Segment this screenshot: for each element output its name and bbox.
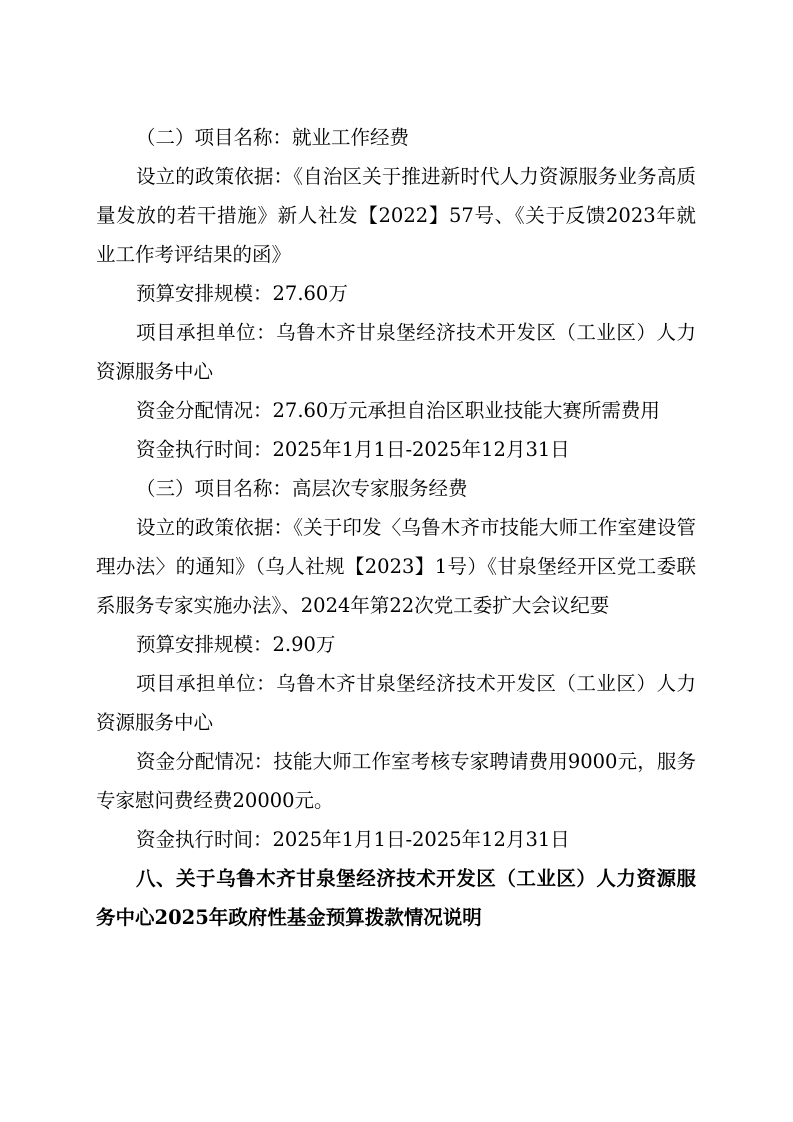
project-2-undertaking-unit: 项目承担单位：乌鲁木齐甘泉堡经济技术开发区（工业区）人力资源服务中心 bbox=[96, 321, 696, 383]
project-2-fund-allocation: 资金分配情况：27.60万元承担自治区职业技能大赛所需费用 bbox=[136, 399, 660, 422]
project-2-policy-basis: 设立的政策依据：《自治区关于推进新时代人力资源服务业务高质量发放的若干措施》新人社发【2022】57号、《关于反馈2023年就业工作考评结果的函》 bbox=[96, 165, 696, 266]
project-3-undertaking-unit: 项目承担单位：乌鲁木齐甘泉堡经济技术开发区（工业区）人力资源服务中心 bbox=[96, 672, 696, 734]
project-2-execution-time: 资金执行时间：2025年1月1日-2025年12月31日 bbox=[136, 438, 570, 461]
document-body bbox=[96, 118, 696, 937]
project-3-policy-basis: 设立的政策依据：《关于印发〈乌鲁木齐市技能大师工作室建设管理办法〉的通知》（乌人社规【2023】1号）《甘泉堡经开区党工委联系服务专家实施办法》、2024年第22次党工委扩大会议纪要 bbox=[96, 516, 696, 617]
project-2-budget-scale: 预算安排规模：27.60万 bbox=[136, 282, 348, 305]
project-3-title: （三）项目名称：高层次专家服务经费 bbox=[136, 477, 468, 500]
project-2-title: （二）项目名称：就业工作经费 bbox=[136, 126, 410, 149]
project-3-budget-scale: 预算安排规模：2.90万 bbox=[136, 633, 336, 656]
project-3-execution-time: 资金执行时间：2025年1月1日-2025年12月31日 bbox=[136, 828, 570, 851]
section-8-heading: 八、关于乌鲁木齐甘泉堡经济技术开发区（工业区）人力资源服务中心2025年政府性基金预算拨款情况说明 bbox=[96, 867, 696, 929]
project-3-fund-allocation: 资金分配情况：技能大师工作室考核专家聘请费用9000元，服务专家慰问费经费20000元。 bbox=[96, 750, 696, 812]
